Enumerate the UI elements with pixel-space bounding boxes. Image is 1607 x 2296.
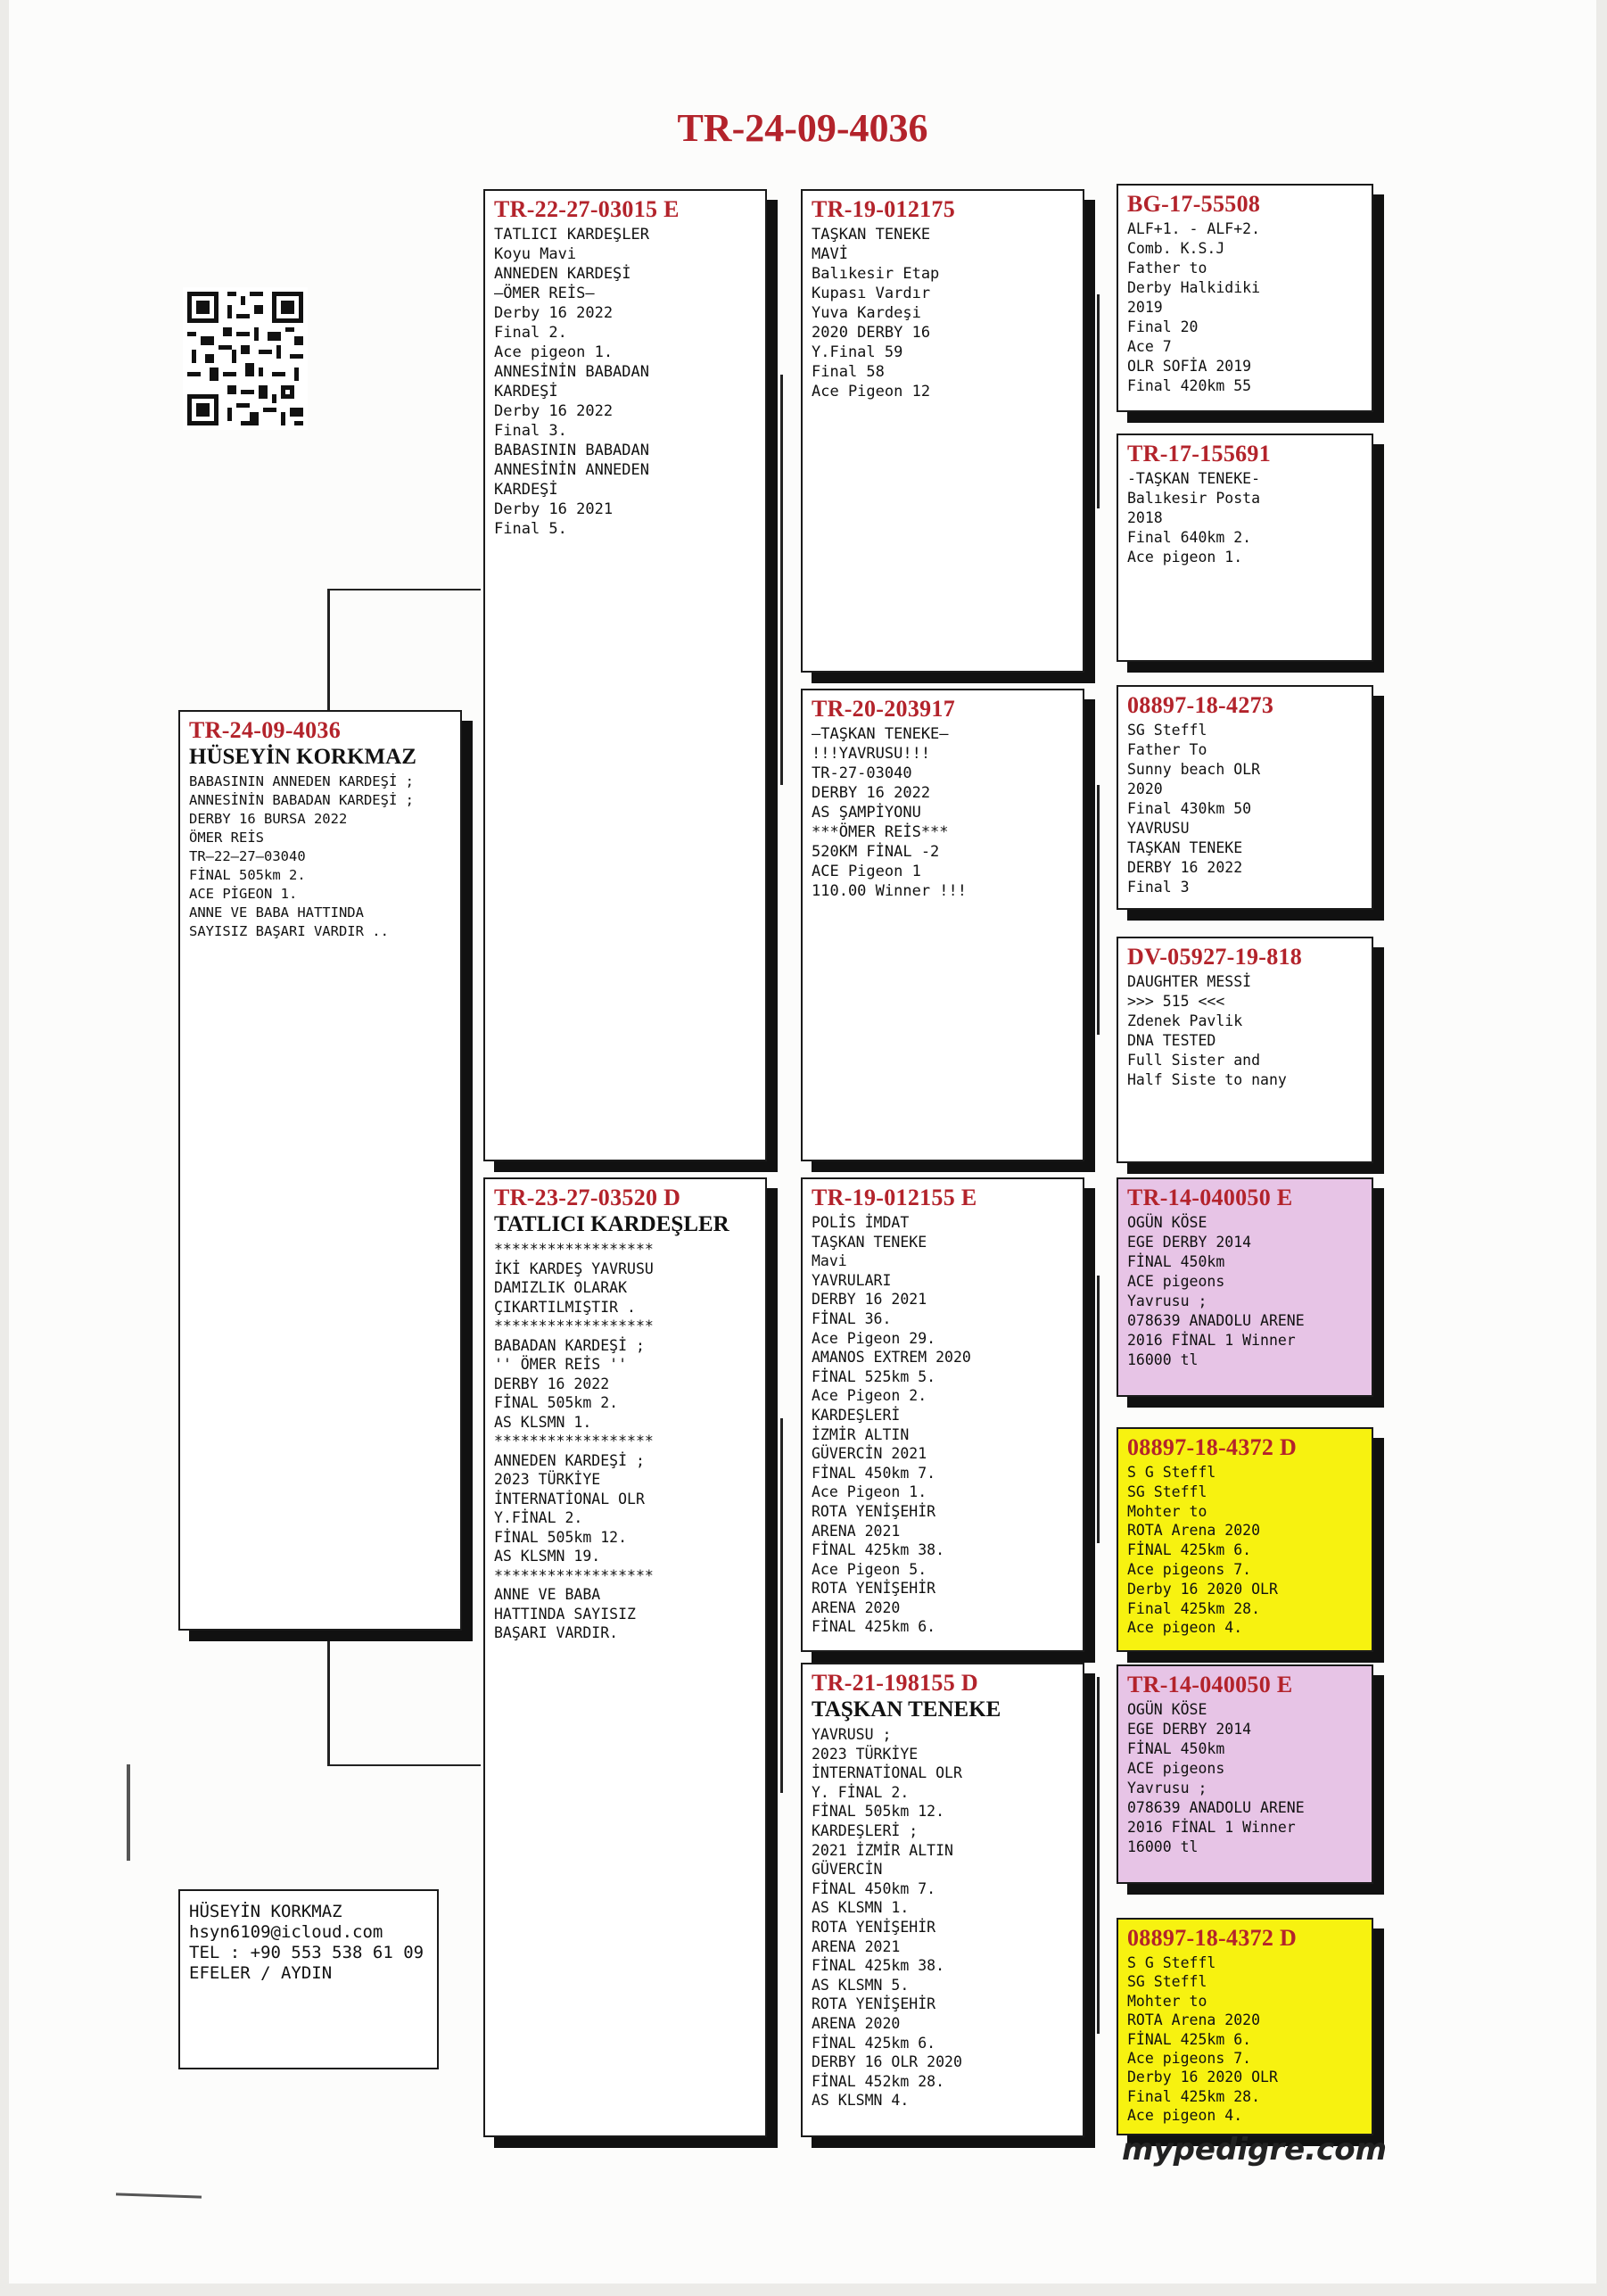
ggp-ring-8: 08897-18-4372 D: [1127, 1925, 1298, 1951]
dam-name: TATLICI KARDEŞLER: [494, 1212, 729, 1236]
connector-line: [780, 375, 783, 785]
dam-notes: ****************** İKİ KARDEŞ YAVRUSU DAMIZLIK OLARAK ÇIKARTILMIŞTIR . ****************** BABADAN KARDEŞİ ; '' ÖMER REİS '' DERBY 16 2022 FİNAL 505km 2. AS KLSMN 1. ****************** ANNEDEN KARDEŞİ ; 2023 TÜRKİYE İNTERNATİONAL OLR Y.FİNAL 2. FİNAL 505km 12. AS KLSMN 19. ****************** ANNE VE BABA HATTINDA SAYISIZ BAŞARI VARDIR.: [494, 1241, 654, 1641]
ggp-notes-1: ALF+1. - ALF+2. Comb. K.S.J Father to Derby Halkidiki 2019 Final 20 Ace 7 OLR SOFİA 2019 Final 420km 55: [1127, 220, 1261, 394]
granddam-maternal-card[interactable]: [801, 1663, 1084, 2137]
grandsire-paternal-notes: TAŞKAN TENEKE MAVİ Balıkesir Etap Kupası Vardır Yuva Kardeşi 2020 DERBY 16 Y.Final 59 Final 58 Ace Pigeon 12: [812, 226, 940, 401]
grandsire-maternal-ring: TR-19-012155 E: [812, 1185, 977, 1210]
ggp-ring-2: TR-17-155691: [1127, 441, 1272, 467]
ggp-card-4[interactable]: [1117, 937, 1373, 1163]
granddam-paternal-ring: TR-20-203917: [812, 696, 956, 722]
ggp-notes-5: OGÜN KÖSE EGE DERBY 2014 FİNAL 450km ACE pigeons Yavrusu ; 078639 ANADOLU ARENE 2016 FİNAL 1 Winner 16000 tl: [1127, 1214, 1305, 1368]
ggp-card-5[interactable]: [1117, 1177, 1373, 1397]
ggp-card-1[interactable]: [1117, 184, 1373, 412]
ggp-card-3[interactable]: [1117, 685, 1373, 910]
qr-code: [183, 287, 308, 430]
granddam-maternal-notes: YAVRUSU ; 2023 TÜRKİYE İNTERNATİONAL OLR Y. FİNAL 2. FİNAL 505km 12. KARDEŞLERİ ; 2021 İZMİR ALTIN GÜVERCİN FİNAL 450km 7. AS KLSMN 1. ROTA YENİŞEHİR ARENA 2021 FİNAL 425km 38. AS KLSMN 5. ROTA YENİŞEHİR ARENA 2020 FİNAL 425km 6. DERBY 16 OLR 2020 FİNAL 452km 28. AS KLSMN 4.: [812, 1726, 962, 2110]
ggp-card-7[interactable]: [1117, 1664, 1373, 1884]
connector-line: [327, 589, 481, 591]
ggp-ring-4: DV-05927-19-818: [1127, 944, 1303, 970]
connector-line: [780, 1418, 783, 1793]
grandsire-paternal-ring: TR-19-012175: [812, 196, 956, 222]
granddam-paternal-notes: —TAŞKAN TENEKE— !!!YAVRUSU!!! TR-27-03040 DERBY 16 2022 AS ŞAMPİYONU ***ÖMER REİS*** 520KM FİNAL -2 ACE Pigeon 1 110.00 Winner !!!: [812, 725, 967, 900]
subject-card[interactable]: [178, 710, 462, 1631]
sire-notes: TATLICI KARDEŞLER Koyu Mavi ANNEDEN KARDEŞİ —ÖMER REİS— Derby 16 2022 Final 2. Ace pigeon 1. ANNESİNİN BABADAN KARDEŞİ Derby 16 2022 Final 3. BABASININ BABADAN ANNESİNİN ANNEDEN KARDEŞİ Derby 16 2021 Final 5.: [494, 226, 649, 538]
ggp-card-6[interactable]: [1117, 1427, 1373, 1652]
grandsire-maternal-card[interactable]: [801, 1177, 1084, 1652]
ggp-notes-7: OGÜN KÖSE EGE DERBY 2014 FİNAL 450km ACE pigeons Yavrusu ; 078639 ANADOLU ARENE 2016 FİNAL 1 Winner 16000 tl: [1127, 1701, 1305, 1855]
ggp-notes-6: S G Steffl SG Steffl Mohter to ROTA Arena 2020 FİNAL 425km 6. Ace pigeons 7. Derby 16 2020 OLR Final 425km 28. Ace pigeon 4.: [1127, 1464, 1278, 1637]
grandsire-paternal-card[interactable]: [801, 189, 1084, 673]
connector-line: [1097, 1677, 1100, 2034]
brand-watermark: mypedigre.com: [1122, 2132, 1388, 2168]
ggp-ring-7: TR-14-040050 E: [1127, 1672, 1293, 1697]
ggp-notes-4: DAUGHTER MESSİ >>> 515 <<< Zdenek Pavlik DNA TESTED Full Sister and Half Siste to nany: [1127, 973, 1287, 1088]
ggp-ring-5: TR-14-040050 E: [1127, 1185, 1293, 1210]
ggp-card-8[interactable]: [1117, 1918, 1373, 2135]
connector-line: [1097, 785, 1100, 1035]
granddam-maternal-name: TAŞKAN TENEKE: [812, 1697, 1001, 1722]
subject-ring: TR-24-09-4036: [189, 717, 341, 743]
granddam-paternal-card[interactable]: [801, 689, 1084, 1161]
pedigree-sheet: [9, 0, 1596, 2284]
subject-notes: BABASININ ANNEDEN KARDEŞİ ; ANNESİNİN BABADAN KARDEŞİ ; DERBY 16 BURSA 2022 ÖMER REİS TR—22—27—03040 FİNAL 505km 2. ACE PİGEON 1. ANNE VE BABA HATTINDA SAYISIZ BAŞARI VARDIR ..: [189, 773, 414, 939]
ggp-ring-3: 08897-18-4273: [1127, 692, 1274, 718]
granddam-maternal-ring: TR-21-198155 D: [812, 1670, 978, 1696]
subject-name: HÜSEYİN KORKMAZ: [189, 745, 416, 769]
ggp-notes-8: S G Steffl SG Steffl Mohter to ROTA Arena 2020 FİNAL 425km 6. Ace pigeons 7. Derby 16 2020 OLR Final 425km 28. Ace pigeon 4.: [1127, 1954, 1278, 2125]
ggp-notes-3: SG Steffl Father To Sunny beach OLR 2020 Final 430km 50 YAVRUSU TAŞKAN TENEKE DERBY 16 2022 Final 3: [1127, 722, 1261, 896]
dam-card[interactable]: [483, 1177, 767, 2137]
sire-card[interactable]: [483, 189, 767, 1161]
pedigree-title: TR-24-09-4036: [677, 106, 928, 150]
scan-mark: [116, 2193, 202, 2198]
connector-line: [327, 589, 330, 714]
connector-line: [327, 1764, 481, 1766]
ggp-ring-6: 08897-18-4372 D: [1127, 1434, 1298, 1460]
sire-ring: TR-22-27-03015 E: [494, 196, 680, 222]
ggp-notes-2: -TAŞKAN TENEKE- Balıkesir Posta 2018 Final 640km 2. Ace pigeon 1.: [1127, 470, 1261, 566]
scan-mark: [127, 1764, 130, 1861]
connector-line: [1097, 294, 1100, 508]
grandsire-maternal-notes: POLİS İMDAT TAŞKAN TENEKE Mavi YAVRULARI DERBY 16 2021 FİNAL 36. Ace Pigeon 29. AMANOS EXTREM 2020 FİNAL 525km 5. Ace Pigeon 2. KARDEŞLERİ İZMİR ALTIN GÜVERCİN 2021 FİNAL 450km 7. Ace Pigeon 1. ROTA YENİŞEHİR ARENA 2021 FİNAL 425km 38. Ace Pigeon 5. ROTA YENİŞEHİR ARENA 2020 FİNAL 425km 6.: [812, 1214, 971, 1636]
connector-line: [1097, 1276, 1100, 1543]
connector-line: [327, 1623, 330, 1766]
ggp-card-2[interactable]: [1117, 434, 1373, 662]
owner-contact: HÜSEYİN KORKMAZ hsyn6109@icloud.com TEL : +90 553 538 61 09 EFELER / AYDIN: [178, 1889, 439, 2069]
ggp-ring-1: BG-17-55508: [1127, 191, 1261, 217]
dam-ring: TR-23-27-03520 D: [494, 1185, 681, 1210]
